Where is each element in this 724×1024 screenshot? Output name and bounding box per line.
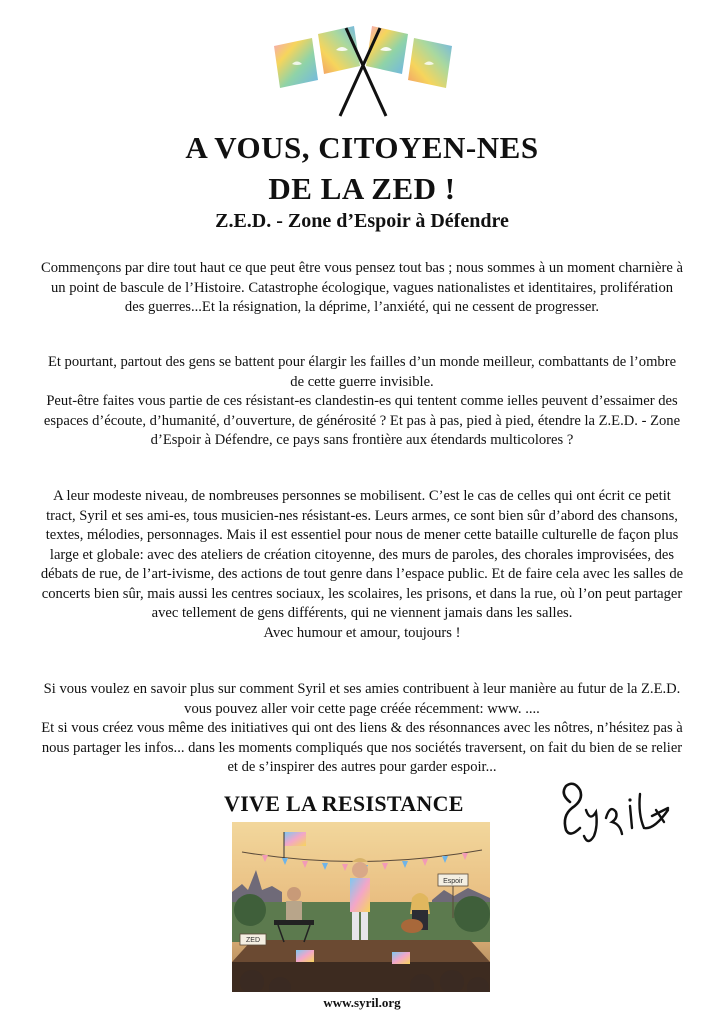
paragraph-contact-a: Si vous voulez en savoir plus sur comment Syril et ses amies contribuent à leur manière au futur de la Z.E.D. vous pouvez aller voir cette page créée récemment: www. .... xyxy=(43,681,681,717)
crossed-flags-logo xyxy=(268,24,458,120)
sign-zed: ZED xyxy=(246,937,260,944)
website-url[interactable]: www.syril.org xyxy=(323,995,401,1010)
title-line-1: A VOUS, CITOYEN-NES xyxy=(185,130,539,165)
slogan: VIVE LA RESISTANCE xyxy=(224,791,464,816)
subtitle: Z.E.D. - Zone d’Espoir à Défendre xyxy=(215,210,509,232)
signature xyxy=(556,780,676,850)
sign-espoir: Espoir xyxy=(443,878,463,885)
paragraph-mobilisation-a: A leur modeste niveau, de nombreuses personnes se mobilisent. C’est le cas de celles qui ont écrit ce petit tract, Syril et ses ami-es, tous musicien-nes résistant-es. Leurs armes, ce sont bien sûr d’abord des chansons, textes, mélodies, personnages. Mais il est essentiel pour nous de mener cette bataille culturelle de façon plus large et globale: avec des ateliers de création citoyenne, des murs de paroles, des chorales improvisées, des débats de rue, de l’art-ivisme, des actions de tout genre dans l’espace public. Et de faire cela avec les salles de concerts bien sûr, mais aussi les centres sociaux, les scolaires, les prisons, et dans la rue, où l’on peut partager avec tellement de gens différents, qui ne viennent jamais dans les salles. xyxy=(40,488,684,621)
paragraph-hope xyxy=(40,353,684,451)
paragraph-hope-b: Peut-être faites vous partie de ces résistant-es clandestin-es qui tentent comme ielles peuvent d’essaimer des espaces d’écoute, d’humanité, d’ouverture, de générosité ? Et pas à pas, pied à pied, étendre la Z.E.D. - Zone d’Espoir à Défendre, ce pays sans frontière aux étendards multicolores ? xyxy=(43,393,681,448)
paragraph-contact-b: Et si vous créez vous même des initiatives qui ont des liens & des résonnances avec les nôtres, n’hésitez pas à nous partager les infos... dans les moments compliqués que nos sociétés traversent, on fait du bien de se relier et de s’inspirer des autres pour garder espoir... xyxy=(41,720,683,775)
paragraph-mobilisation-b: Avec humour et amour, toujours ! xyxy=(263,624,461,641)
title-line-2: DE LA ZED ! xyxy=(268,171,456,206)
paragraph-hope-a: Et pourtant, partout des gens se battent pour élargir les failles d’un monde meilleur, combattants de l’ombre de cette guerre invisible. xyxy=(47,354,677,390)
paragraph-intro: Commençons par dire tout haut ce que peut être vous pensez tout bas ; nous sommes à un moment charnière à un point de bascule de l’Histoire. Catastrophe écologique, vagues nationalistes et identitaires, prolifération des guerres...Et la résignation, la déprime, l’anxiété, qui ne cessent de progresser. xyxy=(41,260,683,315)
paragraph-contact xyxy=(40,680,684,778)
paragraph-mobilisation xyxy=(40,487,684,643)
concert-illustration xyxy=(232,822,490,992)
